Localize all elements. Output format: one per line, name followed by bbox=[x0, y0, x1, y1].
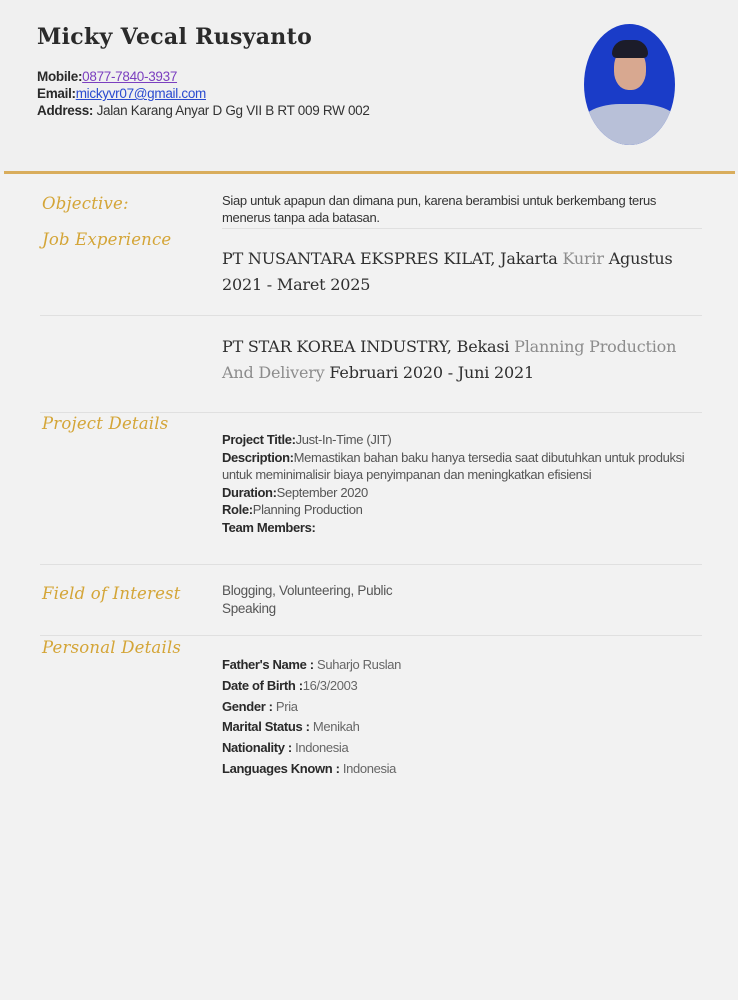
job-item bbox=[222, 246, 702, 298]
field-of-interest-heading: Field of Interest bbox=[42, 584, 181, 603]
objective-divider bbox=[222, 228, 702, 229]
personal-detail-key: Date of Birth : bbox=[222, 677, 303, 693]
job-company: PT NUSANTARA EKSPRES KILAT, Jakarta bbox=[222, 249, 558, 268]
job-item bbox=[222, 334, 702, 386]
email-link[interactable]: mickyvr07@gmail.com bbox=[75, 86, 206, 101]
mobile-link[interactable]: 0877-7840-3937 bbox=[82, 69, 178, 84]
email-label: Email: bbox=[37, 86, 76, 101]
field-of-interest-divider bbox=[40, 635, 702, 636]
personal-detail-value: Menikah bbox=[309, 719, 360, 735]
personal-detail-value: Pria bbox=[272, 698, 298, 714]
email-row bbox=[37, 85, 370, 102]
personal-details-block bbox=[222, 655, 401, 780]
job-role: Planning Production And Delivery bbox=[222, 337, 677, 382]
project-details-heading: Project Details bbox=[42, 414, 169, 433]
job-experience-divider bbox=[40, 412, 702, 413]
project-duration-row bbox=[222, 484, 692, 502]
field-of-interest-text: Blogging, Volunteering, Public Speaking bbox=[222, 583, 393, 616]
project-title-value: Just-In-Time (JIT) bbox=[295, 432, 392, 447]
personal-detail-key: Nationality : bbox=[222, 740, 292, 756]
project-description-value: Memastikan bahan baku hanya tersedia saat dibutuhkan untuk produksi untuk meminimalisir biaya penyimpanan dan meningkatkan efisiensi bbox=[222, 449, 685, 482]
objective-heading: Objective: bbox=[42, 194, 129, 213]
personal-detail-key: Languages Known : bbox=[222, 760, 340, 776]
mobile-label: Mobile: bbox=[37, 69, 83, 84]
project-title-label: Project Title: bbox=[222, 432, 296, 447]
photo-shirt bbox=[584, 104, 675, 145]
job-period: Agustus 2021 - Maret 2025 bbox=[222, 249, 673, 294]
job-period: Februari 2020 - Juni 2021 bbox=[329, 363, 534, 382]
personal-detail-value: 16/3/2003 bbox=[302, 677, 358, 693]
mobile-row bbox=[37, 68, 370, 85]
personal-detail-row bbox=[222, 655, 401, 676]
profile-photo bbox=[584, 24, 675, 145]
job-company: PT STAR KOREA INDUSTRY, Bekasi bbox=[222, 337, 510, 356]
project-description-row bbox=[222, 449, 692, 484]
personal-detail-row bbox=[222, 759, 401, 780]
personal-detail-key: Gender : bbox=[222, 698, 273, 714]
personal-detail-value: Indonesia bbox=[339, 760, 397, 776]
address-label: Address: bbox=[37, 103, 94, 118]
project-description-label: Description: bbox=[222, 449, 294, 465]
personal-detail-key: Marital Status : bbox=[222, 719, 310, 735]
project-duration-label: Duration: bbox=[222, 484, 277, 500]
project-details-block bbox=[222, 431, 692, 536]
project-team-label: Team Members: bbox=[222, 519, 316, 535]
personal-detail-row bbox=[222, 676, 401, 697]
project-role-row bbox=[222, 501, 692, 519]
project-team-row bbox=[222, 519, 692, 537]
personal-details-heading: Personal Details bbox=[42, 638, 182, 657]
project-details-divider bbox=[40, 564, 702, 565]
photo-hair bbox=[612, 40, 648, 58]
project-role-label: Role: bbox=[222, 502, 253, 517]
candidate-name: Micky Vecal Rusyanto bbox=[37, 24, 313, 50]
personal-detail-value: Indonesia bbox=[291, 740, 349, 756]
project-duration-value: September 2020 bbox=[276, 484, 368, 500]
job-role: Kurir bbox=[562, 249, 604, 268]
header-divider bbox=[4, 171, 735, 174]
objective-text: Siap untuk apapun dan dimana pun, karena berambisi untuk berkembang terus menerus tanpa ada batasan. bbox=[222, 193, 657, 225]
personal-detail-row bbox=[222, 738, 401, 759]
personal-detail-value: Suharjo Ruslan bbox=[313, 657, 402, 672]
address-row bbox=[37, 102, 370, 119]
job-divider bbox=[40, 315, 702, 316]
address-value: Jalan Karang Anyar D Gg VII B RT 009 RW 002 bbox=[93, 103, 370, 118]
resume-header bbox=[0, 0, 738, 172]
project-role-value: Planning Production bbox=[252, 502, 363, 517]
personal-detail-key: Father's Name : bbox=[222, 657, 314, 672]
personal-detail-row bbox=[222, 697, 401, 718]
job-experience-heading: Job Experience bbox=[42, 230, 172, 249]
contact-block bbox=[37, 68, 370, 119]
project-title-row bbox=[222, 431, 692, 449]
personal-detail-row bbox=[222, 717, 401, 738]
